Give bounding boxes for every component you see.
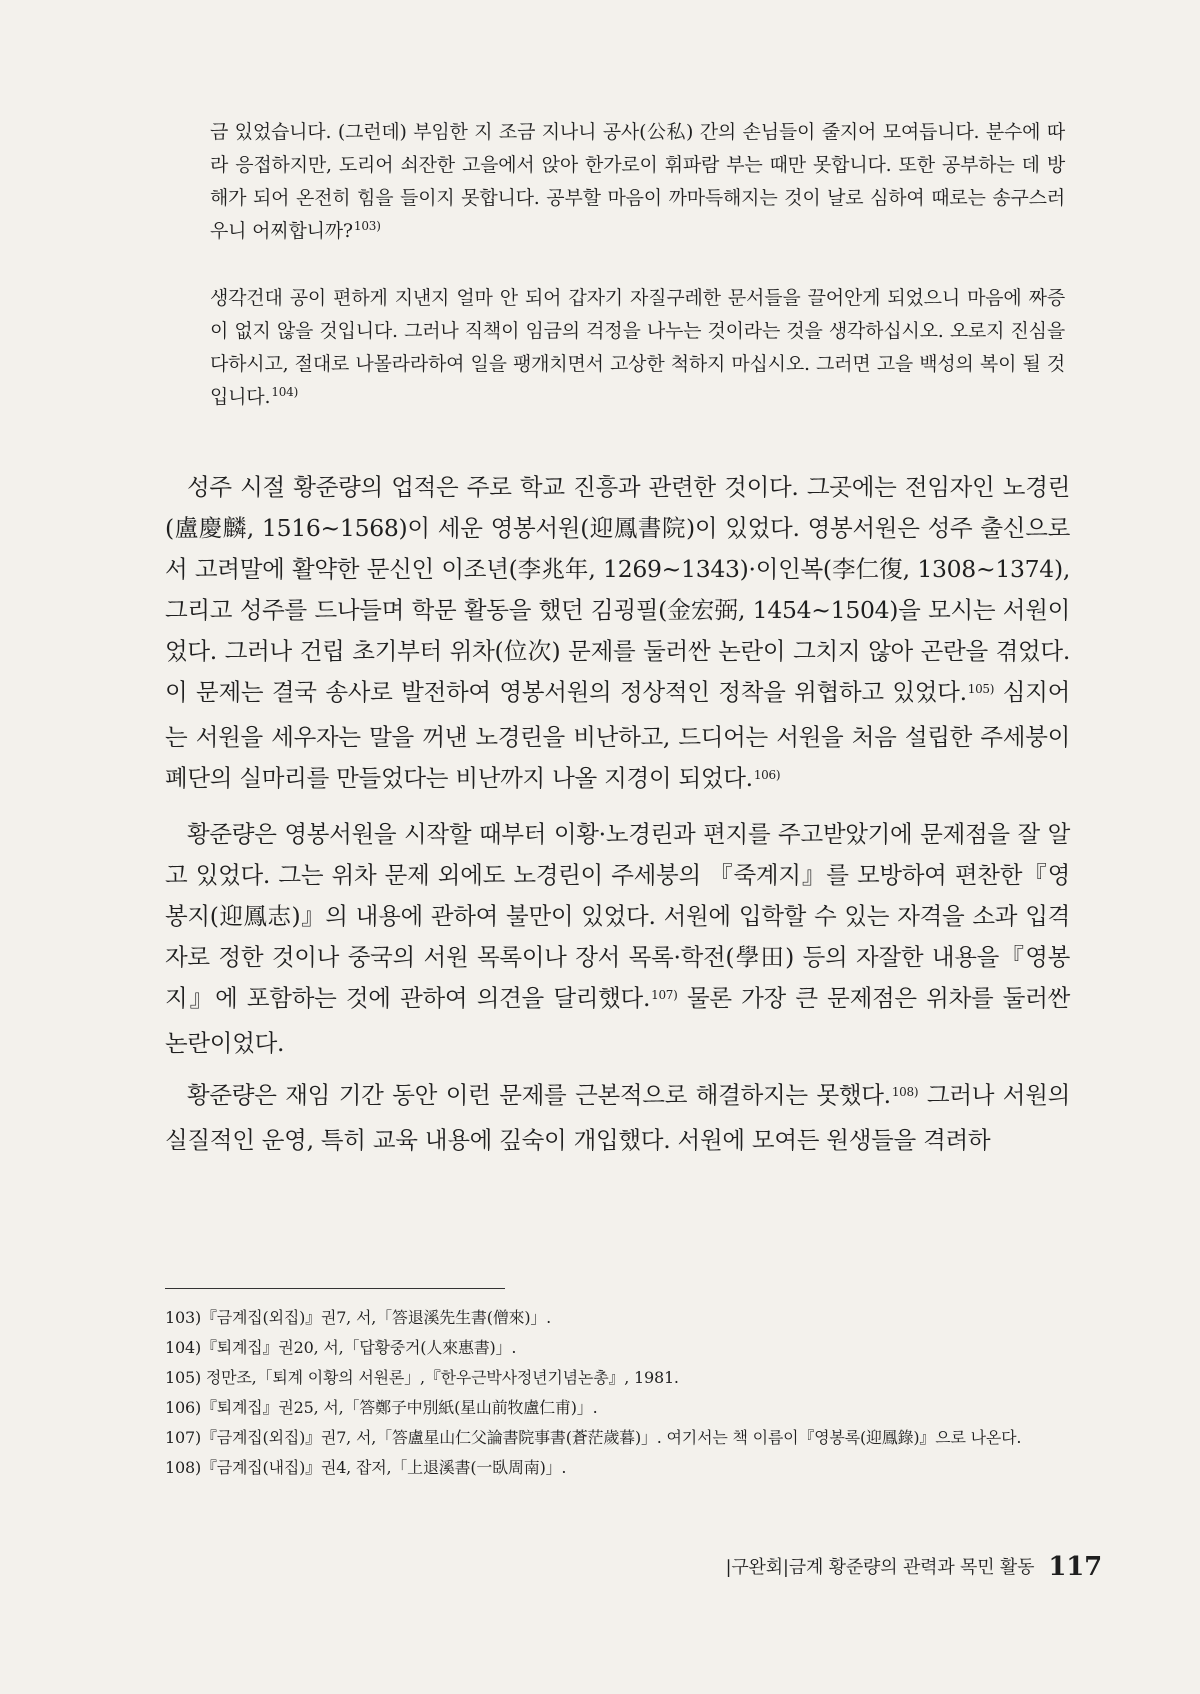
footnote-108: 108)『금계집(내집)』권4, 잡저,「上退溪書(一臥周南)」. [165, 1458, 567, 1477]
footer-title: 금계 황준량의 관력과 목민 활동 [788, 1557, 1035, 1578]
footnote-104: 104)『퇴계집』권20, 서,「답황중거(人來惠書)」. [165, 1338, 517, 1357]
footnote-105: 105) 정만조,「퇴계 이황의 서원론」,『한우근박사정년기념논총』, 1981. [165, 1368, 679, 1387]
footnote-103: 103)『금계집(외집)』권7, 서,「答退溪先生書(僧來)」. [165, 1308, 552, 1327]
footnote-ref: 103) [353, 219, 381, 233]
footer-author: 구완회 [731, 1557, 783, 1578]
footnote-divider [165, 1288, 505, 1289]
separator: | [782, 1557, 789, 1578]
separator: | [725, 1557, 732, 1578]
running-footer [725, 1552, 1102, 1582]
footnote-ref: 105) [967, 682, 995, 696]
footnote-ref: 107) [651, 988, 678, 1002]
quote-text: 생각건대 공이 편하게 지낸지 얼마 안 되어 갑자기 자질구레한 문서들을 끌어안게 되었으니 마음에 짜증이 없지 않을 것입니다. 그러나 직책이 임금의 걱정을 나누는 것이라는 것을 생각하십시오. 오로지 진심을 다하시고, 절대로 나몰라라하여 일을 팽개치면서 고상한 척하지 마십시오. 그러면 고을 백성의 복이 될 것입니다. [210, 287, 1065, 408]
body-paragraph-1 [165, 467, 1070, 803]
body-text [165, 467, 1070, 1172]
block-quote-1 [210, 116, 1065, 250]
text-run: 그러나 서원의 실질적인 운영, 특히 교육 내용에 깊숙이 개입했다. 서원에 모여든 원생들을 격려하 [165, 1081, 1071, 1154]
quote-text: 금 있었습니다. (그런데) 부임한 지 조금 지나니 공사(公私) 간의 손님들이 줄지어 모여듭니다. 분수에 따라 응접하지만, 도리어 쇠잔한 고을에서 앉아 한가로이 휘파람 부는 때만 못합니다. 또한 공부하는 데 방해가 되어 온전히 힘을 들이지 못합니다. 공부할 마음이 까마득해지는 것이 날로 심하여 때로는 송구스러우니 어찌합니까? [210, 121, 1065, 242]
text-run: 성주 시절 황준량의 업적은 주로 학교 진흥과 관련한 것이다. 그곳에는 전임자인 노경린(盧慶麟, 1516~1568)이 세운 영봉서원(迎鳳書院)이 있었다. 영봉서원은 성주 출신으로서 고려말에 활약한 문신인 이조년(李兆年, 1269~1343)·이인복(李仁復, 1308~1374), 그리고 성주를 드나들며 학문 활동을 했던 김굉필(金宏弼, 1454~1504)을 모시는 서원이었다. 그러나 건립 초기부터 위차(位次) 문제를 둘러싼 논란이 그치지 않아 곤란을 겪었다. 이 문제는 결국 송사로 발전하여 영봉서원의 정상적인 정착을 위협하고 있었다. [165, 473, 1070, 706]
footnote-106: 106)『퇴계집』권25, 서,「答鄭子中別紙(星山前牧盧仁甫)」. [165, 1398, 598, 1417]
footnotes [165, 1303, 1070, 1483]
text-run: 황준량은 재임 기간 동안 이런 문제를 근본적으로 해결하지는 못했다. [187, 1081, 891, 1109]
block-quote-2 [210, 282, 1065, 416]
page-number: 117 [1048, 1552, 1102, 1582]
body-paragraph-3 [165, 1075, 1070, 1161]
footnote-107: 107)『금계집(외집)』권7, 서,「答盧星山仁父論書院事書(蒼茫歲暮)」. 여기서는 책 이름이『영봉록(迎鳳錄)』으로 나온다. [165, 1428, 1022, 1447]
quote-paragraph [210, 116, 1065, 250]
text-run: 황준량은 영봉서원을 시작할 때부터 이황·노경린과 편지를 주고받았기에 문제점을 잘 알고 있었다. 그는 위차 문제 외에도 노경린이 주세붕의 『죽계지』를 모방하여 편찬한『영봉지(迎鳳志)』의 내용에 관하여 불만이 있었다. 서원에 입학할 수 있는 자격을 소과 입격자로 정한 것이나 중국의 서원 목록이나 장서 목록·학전(學田) 등의 자잘한 내용을『영봉지』에 포함하는 것에 관하여 의견을 달리했다. [165, 820, 1070, 1012]
footnote-ref: 108) [891, 1085, 919, 1099]
body-paragraph-2 [165, 814, 1070, 1064]
footnote-ref: 106) [753, 768, 781, 782]
footnote-ref: 104) [271, 385, 299, 399]
text-run: 심지어는 서원을 세우자는 말을 꺼낸 노경린을 비난하고, 드디어는 서원을 처음 설립한 주세붕이 폐단의 실마리를 만들었다는 비난까지 나올 지경이 되었다. [165, 678, 1070, 792]
text-run: 물론 가장 큰 문제점은 위차를 둘러싼 논란이었다. [165, 984, 1070, 1057]
quote-paragraph [210, 282, 1065, 416]
